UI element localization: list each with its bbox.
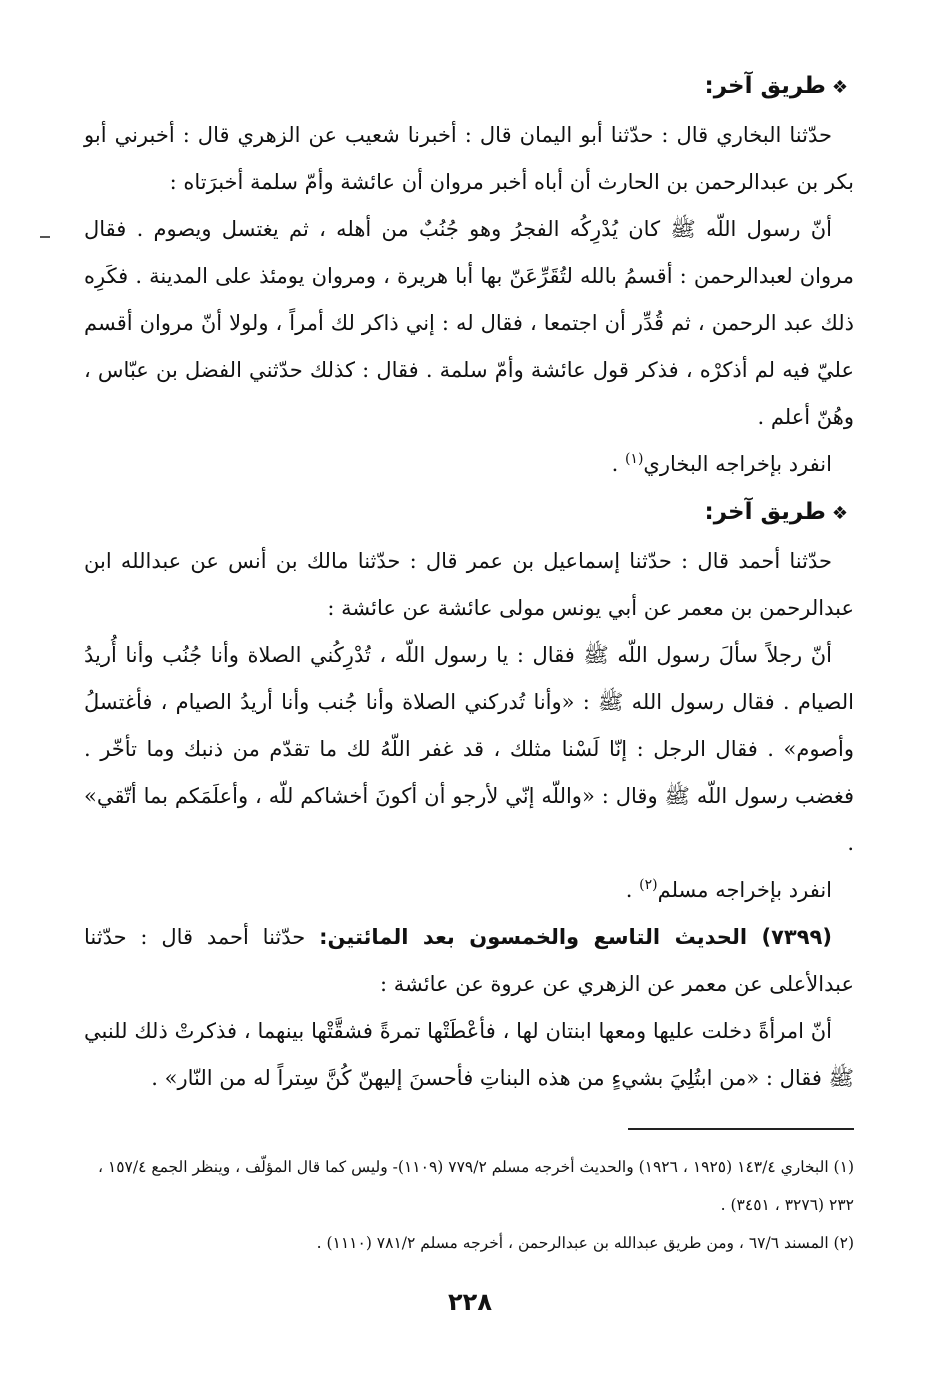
takhrij-note-2-text: انفرد بإخراجه مسلم [657,878,832,902]
page-number: ٢٢٨ [448,1288,492,1316]
takhrij-note-1 [84,441,854,488]
isnad-paragraph-1: حدّثنا البخاري قال : حدّثنا أبو اليمان قال : أخبرنا شعيب عن الزهري قال : أخبرني أبو بكر بن عبدالرحمن بن الحارث أن أباه أخبر مروان أن عائشة وأمّ سلمة أخبرَتاه : [84,123,854,194]
takhrij-note-2 [84,867,854,914]
section-heading-2-text: طريق آخر: [704,499,826,525]
scan-speck [40,236,50,238]
matn-paragraph-1: أنّ رسول اللّه ﷺ كان يُدْرِكُه الفجرُ وهو جُنُبٌ من أهله ، ثم يغتسل ويصوم . فقال مروان لعبدالرحمن : أقسمُ بالله لتُقَرِّعَنّ بها أبا هريرة ، ومروان يومئذ على المدينة . فكَرِه ذلك عبد الرحمن ، ثم قُدِّر أن اجتمعا ، فقال له : إني ذاكر لك أمراً ، ولولا أنّ مروان أقسم عليّ فيه لم أذكرْه ، فذكر قول عائشة وأمّ سلمة . فقال : كذلك حدّثني الفضل بن عبّاس ، وهُنّ أعلم . [84,217,854,429]
footnote-ref-2[interactable]: (٢) [639,877,658,893]
section-heading-1 [84,62,854,112]
matn-paragraph-3: أنّ امرأةً دخلت عليها ومعها ابنتان لها ، فأعْطَتْها تمرةً فشقَّتْها بينهما ، فذكرتْ ذلك للنبي ﷺ فقال : «من ابتُلِيَ بشيءٍ من هذه البناتِ فأحسنَ إليهنّ كُنَّ سِتراً له من النّار» . [84,1019,854,1090]
bullet-icon: ❖ [831,77,848,98]
footnotes [84,1148,854,1262]
isnad-paragraph-2: حدّثنا أحمد قال : حدّثنا إسماعيل بن عمر قال : حدّثنا مالك بن أنس عن عبدالله ابن عبدالرحمن بن معمر عن أبي يونس مولى عائشة عن عائشة : [84,549,854,620]
hadith-title: (٧٣٩٩) الحديث التاسع والخمسون بعد المائتين: [319,925,832,949]
isnad-paragraph-3: حدّثنا أحمد قال : حدّثنا عبدالأعلى عن معمر عن الزهري عن عروة عن عائشة : [84,925,854,996]
takhrij-note-1-text: انفرد بإخراجه البخاري [643,452,832,476]
matn-paragraph-2: أنّ رجلاً سألَ رسول اللّه ﷺ فقال : يا رسول اللّه ، تُدْرِكُني الصلاة وأنا جُنُب وأنا أُريدُ الصيام . فقال رسول الله ﷺ : «وأنا تُدركني الصلاة وأنا جُنب وأنا أريدُ الصيام ، فأغتسلُ وأصوم» . فقال الرجل : إنّا لَسْنا مثلك ، قد غفر اللّهُ لك ما تقدّم من ذنبك وما تأخّر . فغضب رسول اللّه ﷺ وقال : «واللّه إنّي لأرجو أن أكونَ أخشاكم للّه ، وأعلَمَكم بما أتّقي» . [84,643,854,855]
bullet-icon: ❖ [831,503,848,524]
footnote-2: (٢) المسند ٦٧/٦ ، ومن طريق عبدالله بن عبدالرحمن ، أخرجه مسلم ٧٨١/٢ (١١١٠) . [316,1234,854,1252]
takhrij-note-2-end: . [625,878,640,902]
takhrij-note-1-end: . [611,452,625,476]
footnote-divider [628,1128,854,1130]
page-body [84,62,854,1102]
hadith-paragraph-3 [84,914,854,1008]
section-heading-2 [84,488,854,538]
footnote-1: (١) البخاري ١٤٣/٤ (١٩٢٥ ، ١٩٢٦) والحديث أخرجه مسلم ٧٧٩/٢ (١١٠٩)- وليس كما قال المؤلّف ، وينظر الجمع ١٥٧/٤ ، ٢٣٢ (٣٢٧٦ ، ٣٤٥١) . [97,1158,854,1214]
section-heading-1-text: طريق آخر: [704,73,826,99]
footnote-ref-1[interactable]: (١) [624,451,644,467]
